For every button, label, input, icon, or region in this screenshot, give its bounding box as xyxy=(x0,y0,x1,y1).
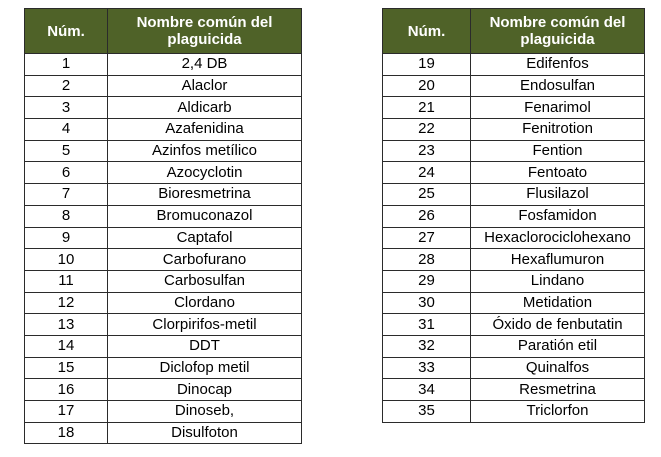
table-row xyxy=(25,97,302,119)
row-num: 6 xyxy=(25,162,108,184)
row-name: Triclorfon xyxy=(471,401,645,423)
table-row xyxy=(25,140,302,162)
row-num: 33 xyxy=(383,357,471,379)
table-row xyxy=(25,401,302,423)
table-row xyxy=(25,54,302,76)
table-row xyxy=(25,184,302,206)
row-num: 24 xyxy=(383,162,471,184)
table-row xyxy=(25,292,302,314)
row-num: 12 xyxy=(25,292,108,314)
row-num: 31 xyxy=(383,314,471,336)
row-name: Azinfos metílico xyxy=(108,140,302,162)
row-num: 23 xyxy=(383,140,471,162)
row-name: Diclofop metil xyxy=(108,357,302,379)
row-num: 19 xyxy=(383,54,471,76)
table-row xyxy=(25,205,302,227)
row-num: 29 xyxy=(383,270,471,292)
header-row xyxy=(383,9,645,54)
table-row xyxy=(25,249,302,271)
row-num: 30 xyxy=(383,292,471,314)
table-row xyxy=(383,162,645,184)
row-num: 3 xyxy=(25,97,108,119)
row-num: 2 xyxy=(25,75,108,97)
row-num: 9 xyxy=(25,227,108,249)
table-row xyxy=(383,140,645,162)
header-name: Nombre común del plaguicida xyxy=(108,9,302,54)
row-num: 17 xyxy=(25,401,108,423)
row-name: Bromuconazol xyxy=(108,205,302,227)
row-name: Óxido de fenbutatin xyxy=(471,314,645,336)
row-name: Flusilazol xyxy=(471,184,645,206)
row-num: 4 xyxy=(25,119,108,141)
table-row xyxy=(383,184,645,206)
table-row xyxy=(383,119,645,141)
row-name: Captafol xyxy=(108,227,302,249)
row-name: Metidation xyxy=(471,292,645,314)
row-num: 8 xyxy=(25,205,108,227)
row-num: 1 xyxy=(25,54,108,76)
table-row xyxy=(383,335,645,357)
row-name: Disulfoton xyxy=(108,422,302,444)
table-row xyxy=(25,314,302,336)
row-num: 7 xyxy=(25,184,108,206)
row-name: Alaclor xyxy=(108,75,302,97)
table-row xyxy=(383,54,645,76)
row-num: 14 xyxy=(25,335,108,357)
table-row xyxy=(383,379,645,401)
header-num: Núm. xyxy=(383,9,471,54)
pesticide-table-right xyxy=(382,8,645,423)
row-num: 26 xyxy=(383,205,471,227)
table-row xyxy=(25,75,302,97)
row-name: Hexaflumuron xyxy=(471,249,645,271)
row-name: Resmetrina xyxy=(471,379,645,401)
row-num: 5 xyxy=(25,140,108,162)
row-name: DDT xyxy=(108,335,302,357)
header-row xyxy=(25,9,302,54)
row-name: Hexaclorociclohexano xyxy=(471,227,645,249)
row-name: Clorpirifos-metil xyxy=(108,314,302,336)
row-num: 18 xyxy=(25,422,108,444)
row-name: Fenarimol xyxy=(471,97,645,119)
row-name: Bioresmetrina xyxy=(108,184,302,206)
row-name: Fentoato xyxy=(471,162,645,184)
table-row xyxy=(383,292,645,314)
row-num: 28 xyxy=(383,249,471,271)
row-name: Dinocap xyxy=(108,379,302,401)
row-name: 2,4 DB xyxy=(108,54,302,76)
row-name: Azafenidina xyxy=(108,119,302,141)
table-row xyxy=(25,270,302,292)
table-row xyxy=(383,401,645,423)
table-row xyxy=(383,249,645,271)
row-name: Fention xyxy=(471,140,645,162)
row-num: 25 xyxy=(383,184,471,206)
table-row xyxy=(25,227,302,249)
table-row xyxy=(383,357,645,379)
table-body-left xyxy=(25,54,302,444)
row-num: 21 xyxy=(383,97,471,119)
row-name: Dinoseb, xyxy=(108,401,302,423)
row-num: 22 xyxy=(383,119,471,141)
table-row xyxy=(25,357,302,379)
row-num: 10 xyxy=(25,249,108,271)
header-num: Núm. xyxy=(25,9,108,54)
header-name: Nombre común del plaguicida xyxy=(471,9,645,54)
row-name: Clordano xyxy=(108,292,302,314)
row-num: 15 xyxy=(25,357,108,379)
row-name: Edifenfos xyxy=(471,54,645,76)
row-name: Fenitrotion xyxy=(471,119,645,141)
table-row xyxy=(383,270,645,292)
row-name: Fosfamidon xyxy=(471,205,645,227)
row-name: Aldicarb xyxy=(108,97,302,119)
table-row xyxy=(383,314,645,336)
row-num: 35 xyxy=(383,401,471,423)
table-row xyxy=(383,205,645,227)
table-body-right xyxy=(383,54,645,423)
table-row xyxy=(25,422,302,444)
row-name: Lindano xyxy=(471,270,645,292)
row-num: 20 xyxy=(383,75,471,97)
row-name: Azocyclotin xyxy=(108,162,302,184)
row-num: 27 xyxy=(383,227,471,249)
table-row xyxy=(25,335,302,357)
row-num: 11 xyxy=(25,270,108,292)
row-name: Carbosulfan xyxy=(108,270,302,292)
row-name: Quinalfos xyxy=(471,357,645,379)
row-num: 16 xyxy=(25,379,108,401)
row-num: 34 xyxy=(383,379,471,401)
row-name: Carbofurano xyxy=(108,249,302,271)
pesticide-table-left xyxy=(24,8,302,444)
row-name: Paratión etil xyxy=(471,335,645,357)
table-row xyxy=(25,379,302,401)
row-num: 13 xyxy=(25,314,108,336)
row-num: 32 xyxy=(383,335,471,357)
table-row xyxy=(383,75,645,97)
row-name: Endosulfan xyxy=(471,75,645,97)
table-row xyxy=(25,162,302,184)
table-row xyxy=(25,119,302,141)
table-row xyxy=(383,227,645,249)
table-row xyxy=(383,97,645,119)
